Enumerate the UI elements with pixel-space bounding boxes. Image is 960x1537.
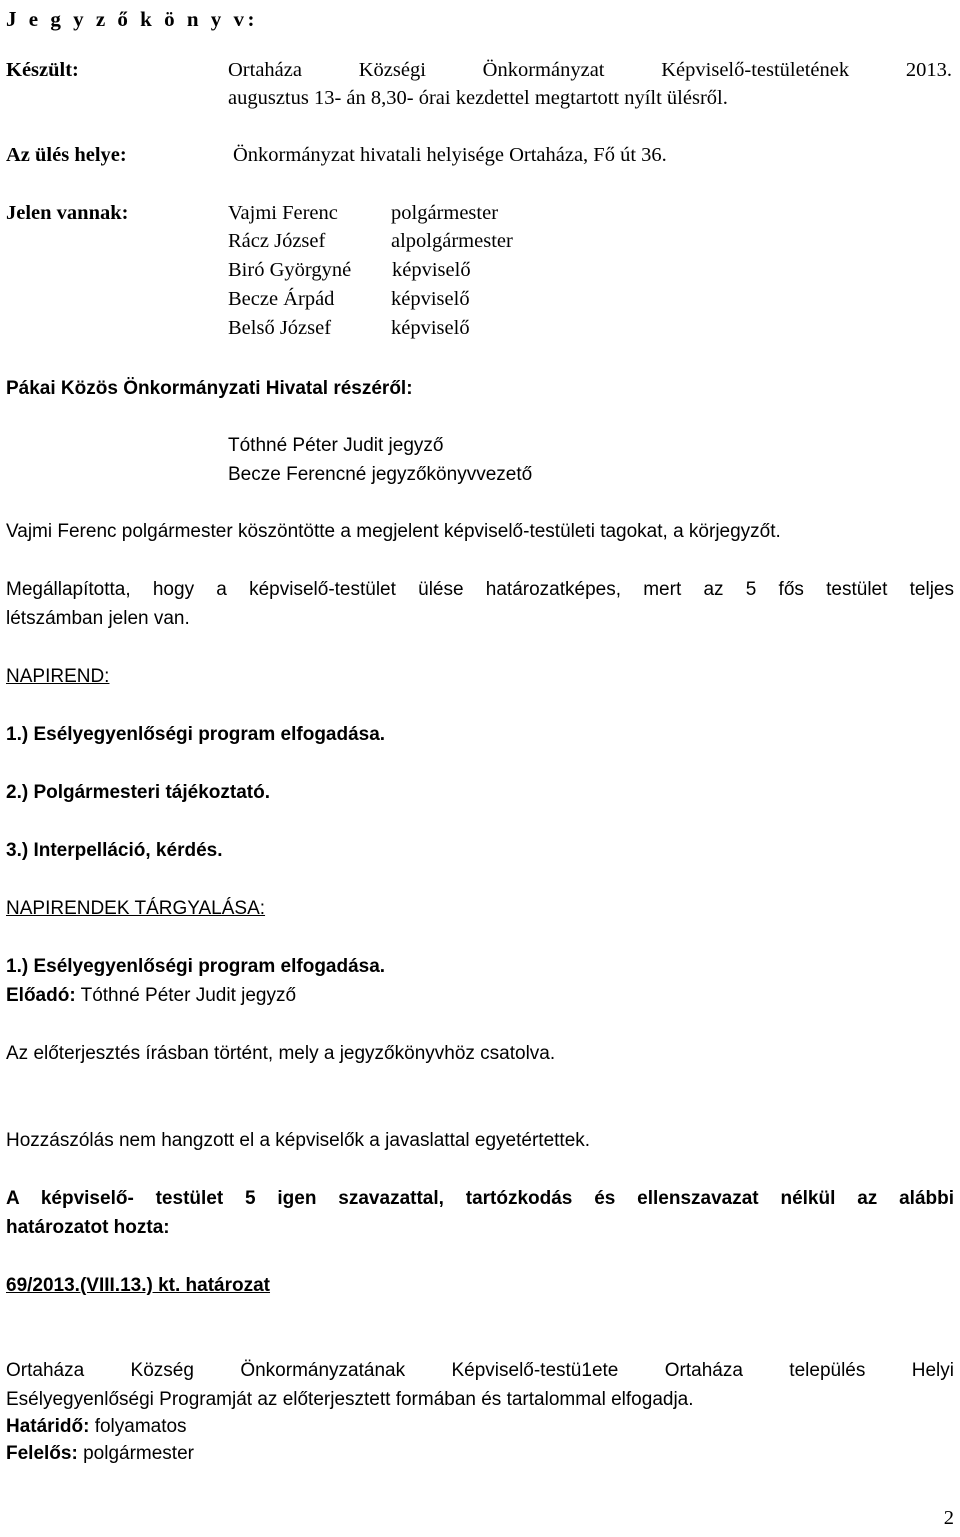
person-role: képviselő (391, 317, 470, 339)
agenda-item-2: 2.) Polgármesteri tájékoztató. (6, 782, 270, 803)
person-name: Becze Árpád (228, 288, 335, 310)
responsible-label: Felelős: (6, 1443, 78, 1464)
person-name: Belső József (228, 317, 332, 339)
deadline-line (6, 1413, 187, 1441)
agenda-heading: NAPIREND: (6, 666, 110, 687)
person-role: képviselő (392, 259, 471, 281)
office-person-clerk: Becze Ferencné jegyzőkönyvvezető (228, 464, 533, 485)
document-title: J e g y z ő k ö n y v: (6, 7, 258, 31)
made-line-2: augusztus 13- án 8,30- órai kezdettel megtartott nyílt ülésről. (228, 87, 728, 109)
quorum-line-2: létszámban jelen van. (6, 608, 190, 629)
present-label: Jelen vannak: (6, 202, 129, 224)
presenter-line (6, 982, 296, 1010)
comments-paragraph: Hozzászólás nem hangzott el a képviselők a javaslattal egyetértettek. (6, 1130, 591, 1151)
office-person-notary: Tóthné Péter Judit jegyző (228, 435, 444, 456)
responsible-line (6, 1440, 194, 1468)
person-role: alpolgármester (391, 230, 513, 252)
discussion-item: 1.) Esélyegyenlőségi program elfogadása. (6, 956, 386, 977)
resolution-number: 69/2013.(VIII.13.) kt. határozat (6, 1275, 271, 1296)
presenter-label: Előadó: (6, 985, 76, 1006)
person-role: képviselő (391, 288, 470, 310)
vote-line-2: határozatot hozta: (6, 1217, 170, 1238)
vote-line-1: A képviselő- testület 5 igen szavazattal, tartózkodás és ellenszavazat nélkül az alábbi (6, 1188, 954, 1209)
person-name: Rácz József (228, 230, 326, 252)
deadline-value: folyamatos (94, 1416, 187, 1437)
made-line-1: Ortaháza Községi Önkormányzat Képviselő-testületének 2013. (228, 59, 952, 81)
submission-paragraph: Az előterjesztés írásban történt, mely a jegyzőkönyvhöz csatolva. (6, 1043, 556, 1064)
greeting-paragraph: Vajmi Ferenc polgármester köszöntötte a megjelent képviselő-testületi tagokat, a körjegyzőt. (6, 521, 781, 542)
office-heading: Pákai Közös Önkormányzati Hivatal részéről: (6, 378, 413, 399)
made-label: Készült: (6, 59, 79, 81)
place-label: Az ülés helye: (6, 144, 127, 166)
person-name: Vajmi Ferenc (228, 202, 338, 224)
resolution-text-line-1: Ortaháza Község Önkormányzatának Képviselő-testü1ete Ortaháza település Helyi (6, 1360, 954, 1381)
responsible-value: polgármester (83, 1443, 194, 1464)
resolution-text-line-2: Esélyegyenlőségi Programját az előterjesztett formában és tartalommal elfogadja. (6, 1389, 694, 1410)
presenter-value: Tóthné Péter Judit jegyző (80, 985, 297, 1006)
page-number: 2 (943, 1507, 954, 1529)
person-name: Biró Györgyné (228, 259, 352, 281)
deadline-label: Határidő: (6, 1416, 90, 1437)
quorum-line-1: Megállapította, hogy a képviselő-testület ülése határozatképes, mert az 5 fős testület teljes (6, 579, 954, 600)
place-value: Önkormányzat hivatali helyisége Ortaháza, Fő út 36. (233, 144, 667, 166)
discussion-heading: NAPIRENDEK TÁRGYALÁSA: (6, 898, 266, 919)
agenda-item-3: 3.) Interpelláció, kérdés. (6, 840, 223, 861)
person-role: polgármester (391, 202, 499, 224)
agenda-item-1: 1.) Esélyegyenlőségi program elfogadása. (6, 724, 386, 745)
